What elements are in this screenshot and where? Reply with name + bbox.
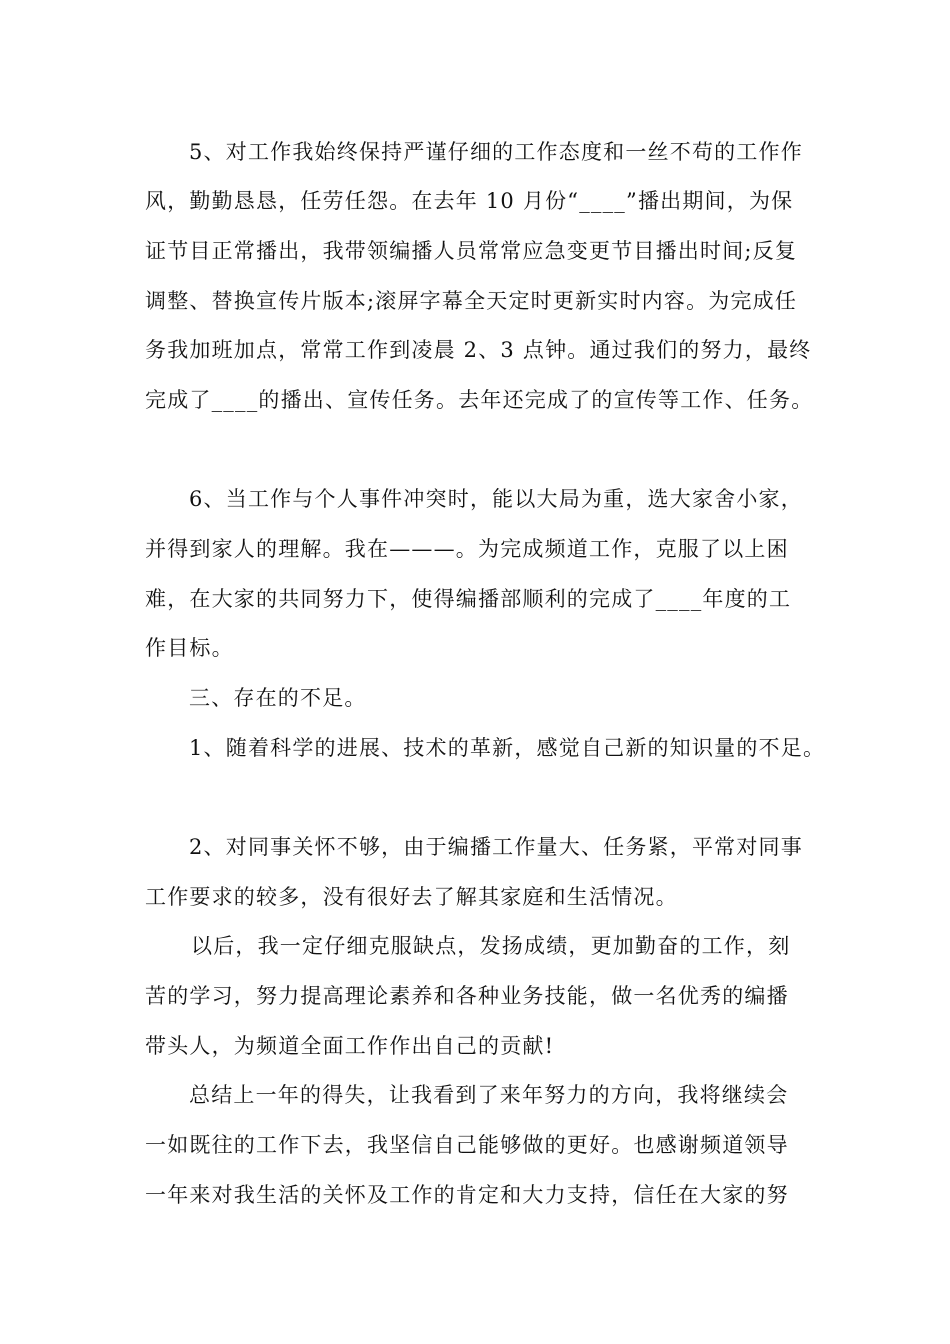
- deficiency-item-1: 1、随着科学的进展、技术的革新，感觉自己新的知识量的不足。: [189, 736, 826, 760]
- summary-paragraph-line-1: 总结上一年的得失，让我看到了来年努力的方向，我将继续会: [189, 1083, 789, 1107]
- future-paragraph-line-1: 以后，我一定仔细克服缺点，发扬成绩，更加勤奋的工作，刻: [191, 934, 791, 958]
- deficiency-item-2-line-1: 2、对同事关怀不够，由于编播工作量大、任务紧，平常对同事: [189, 835, 803, 859]
- paragraph-5-line-5: 务我加班加点，常常工作到凌晨 2、3 点钟。通过我们的努力，最终: [145, 338, 812, 362]
- paragraph-5-line-3: 证节目正常播出，我带领编播人员常常应急变更节目播出时间;反复: [145, 239, 798, 263]
- summary-paragraph-line-2: 一如既往的工作下去，我坚信自己能够做的更好。也感谢频道领导: [145, 1133, 789, 1157]
- future-paragraph-line-3: 带头人，为频道全面工作作出自己的贡献!: [145, 1034, 555, 1058]
- paragraph-6-line-1: 6、当工作与个人事件冲突时，能以大局为重，选大家舍小家，: [189, 487, 803, 511]
- paragraph-5-line-6: 完成了____的播出、宣传任务。去年还完成了的宣传等工作、任务。: [145, 388, 814, 412]
- summary-paragraph-line-3: 一年来对我生活的关怀及工作的肯定和大力支持，信任在大家的努: [145, 1183, 789, 1207]
- paragraph-5-line-1: 5、对工作我始终保持严谨仔细的工作态度和一丝不苟的工作作: [189, 140, 803, 164]
- deficiency-item-2-line-2: 工作要求的较多，没有很好去了解其家庭和生活情况。: [145, 885, 678, 909]
- paragraph-6-line-2: 并得到家人的理解。我在———。为完成频道工作，克服了以上困: [145, 537, 789, 561]
- paragraph-6-line-3: 难，在大家的共同努力下，使得编播部顺利的完成了____年度的工: [145, 587, 792, 611]
- paragraph-5-line-4: 调整、替换宣传片版本;滚屏字幕全天定时更新实时内容。为完成任: [145, 289, 798, 313]
- section-3-heading: 三、存在的不足。: [189, 686, 367, 710]
- paragraph-6-line-4: 作目标。: [145, 636, 234, 660]
- future-paragraph-line-2: 苦的学习，努力提高理论素养和各种业务技能，做一名优秀的编播: [145, 984, 789, 1008]
- paragraph-5-line-2: 风，勤勤恳恳，任劳任怨。在去年 10 月份“____”播出期间，为保: [145, 189, 794, 213]
